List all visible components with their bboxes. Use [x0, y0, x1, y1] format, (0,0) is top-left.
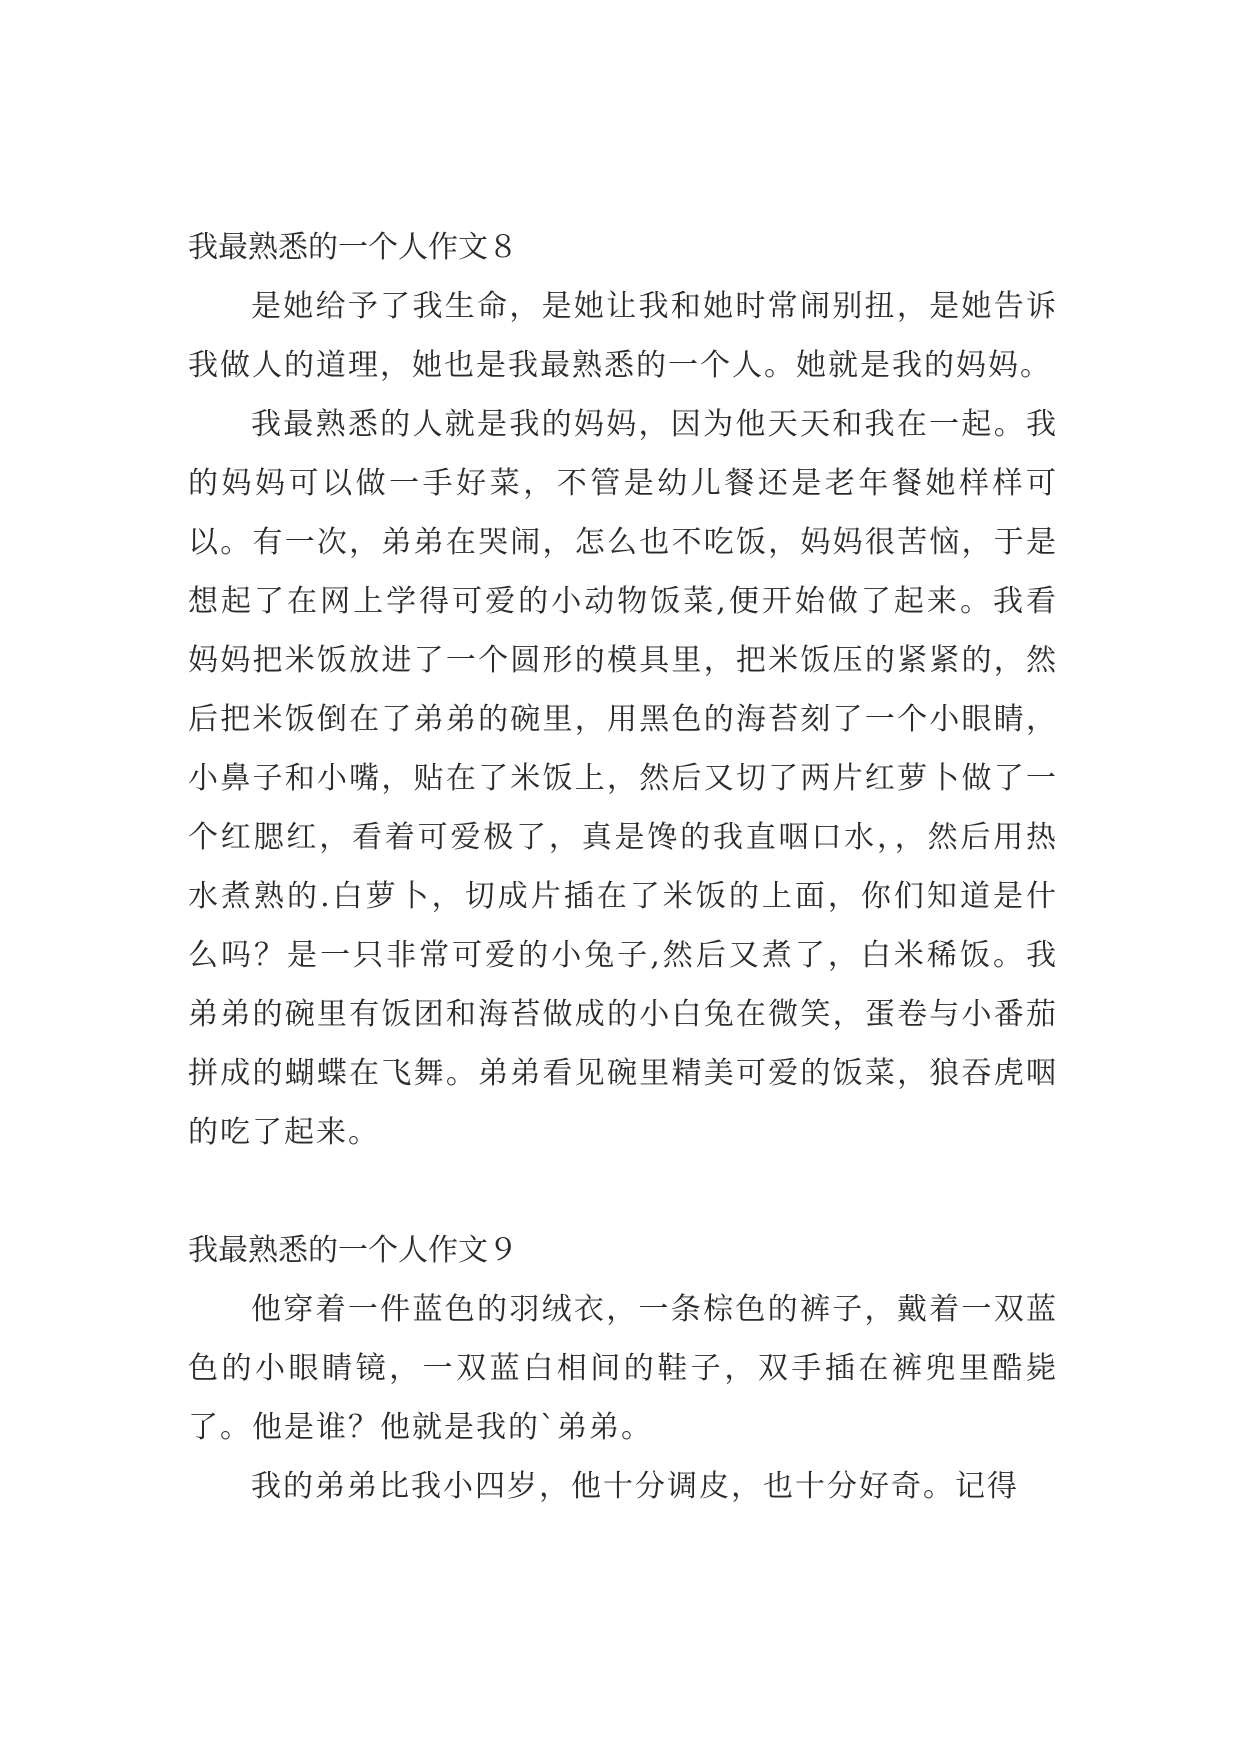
essay-section-8 [188, 218, 1058, 1162]
essay-paragraph: 我的弟弟比我小四岁，他十分调皮，也十分好奇。记得 [251, 1469, 1019, 1504]
essay-title: 我最熟悉的一个人作文８ [188, 230, 518, 265]
essay-section-9 [188, 1221, 1058, 1516]
document-body [188, 218, 1058, 1516]
essay-paragraph: 是她给予了我生命，是她让我和她时常闹别扭，是她告诉我做人的道理，她也是我最熟悉的一个人。她就是我的妈妈。 [188, 289, 1058, 383]
essay-paragraph: 我最熟悉的人就是我的妈妈，因为他天天和我在一起。我的妈妈可以做一手好菜，不管是幼儿餐还是老年餐她样样可以。有一次，弟弟在哭闹，怎么也不吃饭，妈妈很苦恼，于是想起了在网上学得可爱的小动物饭菜,便开始做了起来。我看妈妈把米饭放进了一个圆形的模具里，把米饭压的紧紧的，然后把米饭倒在了弟弟的碗里，用黑色的海苔刻了一个小眼睛，小鼻子和小嘴，贴在了米饭上，然后又切了两片红萝卜做了一个红腮红，看着可爱极了，真是馋的我直咽口水，，然后用热水煮熟的.白萝卜，切成片插在了米饭的上面，你们知道是什么吗？是一只非常可爱的小兔子,然后又煮了，白米稀饭。我弟弟的碗里有饭团和海苔做成的小白兔在微笑，蛋卷与小番茄拼成的蝴蝶在飞舞。弟弟看见碗里精美可爱的饭菜，狼吞虎咽的吃了起来。 [188, 407, 1058, 1150]
essay-paragraph: 他穿着一件蓝色的羽绒衣，一条棕色的裤子，戴着一双蓝色的小眼睛镜，一双蓝白相间的鞋子，双手插在裤兜里酷毙了。他是谁？他就是我的`弟弟。 [188, 1292, 1058, 1445]
essay-title: 我最熟悉的一个人作文９ [188, 1233, 518, 1268]
